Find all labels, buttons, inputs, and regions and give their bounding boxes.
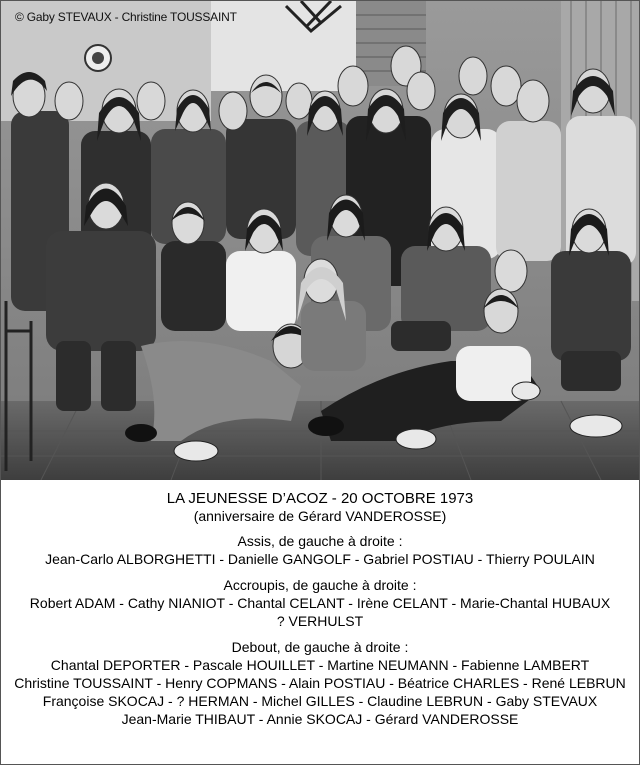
wall-emblem — [85, 45, 111, 71]
copyright-notice: © Gaby STEVAUX - Christine TOUSSAINT — [15, 10, 237, 24]
standing-names-line-1: Chantal DEPORTER - Pascale HOUILLET - Martine NEUMANN - Fabienne LAMBERT — [50, 657, 590, 673]
crouching-names-line-2: ? VERHULST — [276, 613, 364, 629]
seated-heading: Assis, de gauche à droite : — [237, 533, 403, 549]
group-photo — [1, 1, 639, 480]
standing-heading: Debout, de gauche à droite : — [231, 639, 409, 655]
seated-names: Jean-Carlo ALBORGHETTI - Danielle GANGOLF - Gabriel POSTIAU - Thierry POULAIN — [45, 551, 595, 567]
crouching-heading: Accroupis, de gauche à droite : — [223, 577, 417, 593]
photo-caption — [0, 490, 640, 728]
standing-names-line-2: Christine TOUSSAINT - Henry COPMANS - Alain POSTIAU - Béatrice CHARLES - René LEBRUN — [14, 675, 626, 691]
caption-subtitle: (anniversaire de Gérard VANDEROSSE) — [193, 508, 447, 524]
caption-title: LA JEUNESSE D’ACOZ - 20 OCTOBRE 1973 — [166, 490, 474, 507]
group-photo-illustration — [1, 1, 639, 480]
crouching-names-line-1: Robert ADAM - Cathy NIANIOT - Chantal CELANT - Irène CELANT - Marie-Chantal HUBAUX — [29, 595, 611, 611]
standing-names-line-4: Jean-Marie THIBAUT - Annie SKOCAJ - Gérard VANDEROSSE — [121, 711, 519, 727]
standing-names-line-3: Françoise SKOCAJ - ? HERMAN - Michel GILLES - Claudine LEBRUN - Gaby STEVAUX — [42, 693, 598, 709]
